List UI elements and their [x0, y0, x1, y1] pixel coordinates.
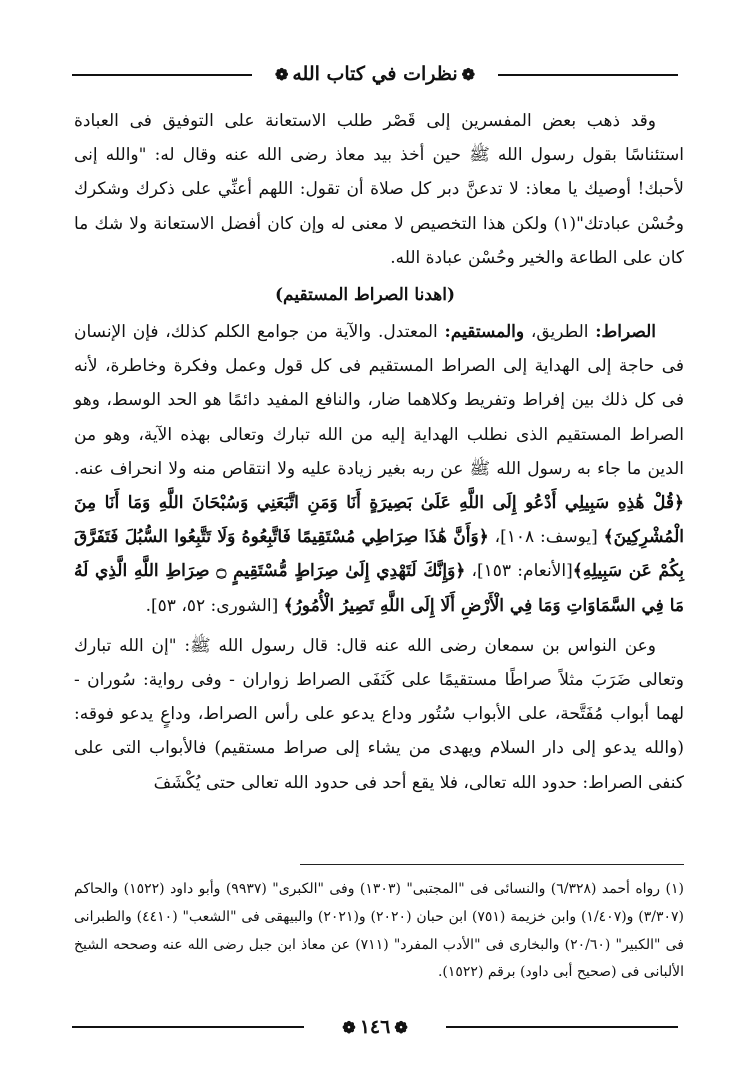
term-mustaqim: والمستقيم:	[444, 322, 525, 343]
header-title-box	[252, 58, 498, 91]
section-heading: (اهدنا الصراط المستقيم)	[275, 285, 455, 306]
paragraph-istiana: وقد ذهب بعض المفسرين إلى قَصْر طلب الاستعانة على التوفيق فى العبادة استئناسًا بقول رسول الله ﷺ حين أخذ بيد معاذ رضى الله عنه وقال له: "والله إنى لأحبك! أوصيك يا معاذ: لا تدعنَّ دبر كل صلاة أن تقول: اللهم أعنِّي على ذكرك وشكرك وحُسْن عبادتك"(١) ولكن هذا التخصيص لا معنى له وإن كان أفضل الاستعانة ولا شك ما كان على الطاعة والخير وحُسْن عبادة الله.	[74, 111, 684, 268]
footer-rule-left	[72, 1026, 304, 1028]
flower-ornament-icon: ❁	[274, 65, 289, 84]
footnote-1: (١) رواه أحمد (٦/٣٢٨) والنسائى فى "المجتبى" (١٣٠٣) وفى "الكبرى" (٩٩٣٧) وأبو داود (١٥٢٢) والحاكم (٣/٣٠٧) و(١/٤٠٧) وابن خزيمة (٧٥١) ابن حبان (٢٠٢٠) و(٢٠٢١) والبيهقى فى "الشعب" (٤٤١٠) والطبرانى فى "الكبير" (٢٠/٦٠) والبخارى فى "الأدب المفرد" (٧١١) عن معاذ ابن جبل رضى الله عنه وصححه الشيخ الألبانى فى (صحيح أبى داود) برقم (١٥٢٢).	[74, 881, 684, 981]
header-title: نظرات في كتاب الله	[292, 63, 458, 85]
quran-verse-anam: ﴿وَأَنَّ هَٰذَا صِرَاطِي مُسْتَقِيمًا فَاتَّبِعُوهُ وَلَا تَتَّبِعُوا السُّبُلَ فَتَفَرَّقَ بِكُمْ عَن سَبِيلِهِ﴾	[74, 527, 684, 582]
page-number: ١٤٦	[359, 1016, 391, 1038]
def-sirat: الطريق،	[530, 322, 589, 343]
verse-ref-yusuf: [يوسف: ١٠٨]،	[494, 527, 598, 548]
flower-ornament-icon: ❁	[461, 65, 476, 84]
footnote-separator	[300, 864, 684, 865]
footnotes	[74, 876, 684, 987]
paragraph-sirat	[74, 315, 684, 623]
footer-rule-right	[446, 1026, 678, 1028]
term-sirat: الصراط:	[595, 322, 656, 343]
verse-ref-anam: [الأنعام: ١٥٣]،	[471, 561, 573, 582]
flower-ornament-icon: ❁	[394, 1018, 408, 1037]
flower-ornament-icon: ❁	[342, 1018, 356, 1037]
quran-verse-shura: ﴿وَإِنَّكَ لَتَهْدِي إِلَىٰ صِرَاطٍ مُّسْتَقِيمٍ ۝ صِرَاطِ اللَّهِ الَّذِي لَهُ مَا فِي السَّمَاوَاتِ وَمَا فِي الْأَرْضِ أَلَا إِلَى اللَّهِ تَصِيرُ الْأُمُورُ﴾	[74, 561, 684, 616]
page-footer	[72, 1012, 678, 1042]
paragraph-nawwas: وعن النواس بن سمعان رضى الله عنه قال: قال رسول الله ﷺ: "إن الله تبارك وتعالى ضَرَبَ مثلاً صراطًا مستقيمًا على كَنَفَى الصراط زواران - وفى رواية: سُوران - لهما أبواب مُفَتَّحة، على الأبواب سُتُور وداع يدعو على رأس الصراط، وداعٍ يدعو فوقه: (والله يدعو إلى دار السلام ويهدى من يشاء إلى صراط مستقيم) فالأبواب التى على كنفى الصراط: حدود الله تعالى، فلا يقع أحد فى حدود الله تعالى حتى يُكْشَفَ	[74, 635, 684, 793]
header-rule-left	[72, 74, 252, 76]
main-text	[74, 104, 684, 800]
quran-verse-yusuf: ﴿قُلْ هَٰذِهِ سَبِيلِي أَدْعُو إِلَى اللَّهِ عَلَىٰ بَصِيرَةٍ أَنَا وَمَنِ اتَّبَعَنِي وَسُبْحَانَ اللَّهِ وَمَا أَنَا مِنَ الْمُشْرِكِينَ﴾	[74, 493, 685, 548]
running-header	[72, 58, 678, 90]
page-number-box	[304, 1012, 446, 1043]
header-rule-right	[498, 74, 678, 76]
paragraph-sirat-text: المعتدل. والآية من جوامع الكلم كذلك، فإن الإنسان فى حاجة إلى الهداية إلى الصراط المستقيم فى كل قول وعمل وفكرة وخاطرة، لأنه فى كل ذلك بين إفراط وتفريط وكلاهما ضار، والنافع المفيد دائمًا هو الحد الوسط، وهو الصراط المستقيم الذى نطلب الهداية إليه من الله تبارك وتعالى بهذه الآية، وهو من الدين ما جاء به رسول الله ﷺ عن ربه بغير زيادة عليه ولا انتقاص منه ولا انحراف عنه.	[74, 322, 684, 479]
verse-ref-shura: [الشورى: ٥٢، ٥٣].	[145, 595, 279, 616]
